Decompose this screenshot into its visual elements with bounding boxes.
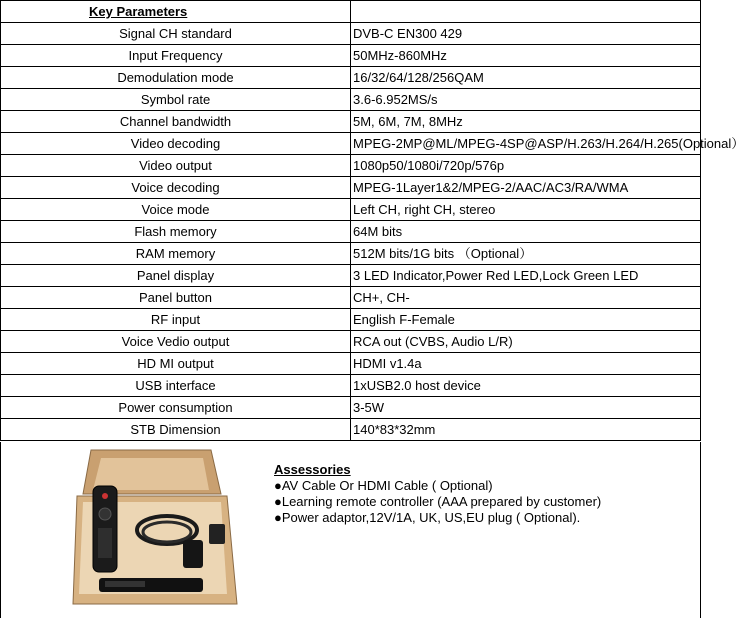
parameter-value: CH+, CH- bbox=[351, 287, 701, 309]
parameter-value: 3-5W bbox=[351, 397, 701, 419]
table-row bbox=[1, 89, 701, 111]
parameter-name: Signal CH standard bbox=[1, 23, 351, 45]
table-row bbox=[1, 45, 701, 67]
table-row bbox=[1, 419, 701, 441]
parameter-value: MPEG-2MP@ML/MPEG-4SP@ASP/H.263/H.264/H.265(Optional） bbox=[351, 133, 701, 155]
table-row bbox=[1, 199, 701, 221]
parameter-name: USB interface bbox=[1, 375, 351, 397]
parameter-value: 50MHz-860MHz bbox=[351, 45, 701, 67]
parameter-name: Symbol rate bbox=[1, 89, 351, 111]
table-row bbox=[1, 177, 701, 199]
accessory-item: ●Learning remote controller (AAA prepared by customer) bbox=[274, 494, 602, 509]
parameter-name: Demodulation mode bbox=[1, 67, 351, 89]
accessories-section bbox=[0, 442, 701, 618]
accessories-title: Assessories bbox=[274, 462, 351, 477]
parameter-value: 1xUSB2.0 host device bbox=[351, 375, 701, 397]
parameter-name: Channel bandwidth bbox=[1, 111, 351, 133]
parameter-value: DVB-C EN300 429 bbox=[351, 23, 701, 45]
table-row bbox=[1, 287, 701, 309]
table-row bbox=[1, 375, 701, 397]
parameter-name: Video output bbox=[1, 155, 351, 177]
accessory-item: ●AV Cable Or HDMI Cable ( Optional) bbox=[274, 478, 493, 493]
parameter-value: 512M bits/1G bits （Optional） bbox=[351, 243, 701, 265]
parameter-name: Power consumption bbox=[1, 397, 351, 419]
parameter-value: MPEG-1Layer1&2/MPEG-2/AAC/AC3/RA/WMA bbox=[351, 177, 701, 199]
parameter-value: 5M, 6M, 7M, 8MHz bbox=[351, 111, 701, 133]
parameter-name: Panel button bbox=[1, 287, 351, 309]
parameter-value: 140*83*32mm bbox=[351, 419, 701, 441]
table-row bbox=[1, 67, 701, 89]
parameter-value: RCA out (CVBS, Audio L/R) bbox=[351, 331, 701, 353]
table-row bbox=[1, 331, 701, 353]
table-row bbox=[1, 353, 701, 375]
parameter-value: 16/32/64/128/256QAM bbox=[351, 67, 701, 89]
parameter-value: 1080p50/1080i/720p/576p bbox=[351, 155, 701, 177]
table-row bbox=[1, 265, 701, 287]
parameter-value: HDMI v1.4a bbox=[351, 353, 701, 375]
parameter-name: RAM memory bbox=[1, 243, 351, 265]
parameter-value: 3.6-6.952MS/s bbox=[351, 89, 701, 111]
parameter-name: HD MI output bbox=[1, 353, 351, 375]
accessory-item: ●Power adaptor,12V/1A, UK, US,EU plug ( Optional). bbox=[274, 510, 581, 525]
parameter-name: Voice Vedio output bbox=[1, 331, 351, 353]
parameter-value: 64M bits bbox=[351, 221, 701, 243]
table-row bbox=[1, 397, 701, 419]
table-row bbox=[1, 243, 701, 265]
table-row bbox=[1, 221, 701, 243]
parameter-name: RF input bbox=[1, 309, 351, 331]
product-box-photo bbox=[71, 444, 241, 616]
parameter-value: Left CH, right CH, stereo bbox=[351, 199, 701, 221]
header-empty-cell bbox=[351, 1, 701, 23]
parameter-name: Voice mode bbox=[1, 199, 351, 221]
parameter-name: Panel display bbox=[1, 265, 351, 287]
parameter-name: Flash memory bbox=[1, 221, 351, 243]
parameter-name: STB Dimension bbox=[1, 419, 351, 441]
table-row bbox=[1, 133, 701, 155]
parameter-name: Voice decoding bbox=[1, 177, 351, 199]
parameter-name: Input Frequency bbox=[1, 45, 351, 67]
parameter-name: Video decoding bbox=[1, 133, 351, 155]
table-header-row bbox=[1, 1, 701, 23]
table-row bbox=[1, 309, 701, 331]
table-row bbox=[1, 23, 701, 45]
accessories-block bbox=[274, 462, 601, 526]
table-title: Key Parameters bbox=[1, 1, 351, 23]
parameter-value: English F-Female bbox=[351, 309, 701, 331]
parameter-value: 3 LED Indicator,Power Red LED,Lock Green LED bbox=[351, 265, 701, 287]
table-row bbox=[1, 155, 701, 177]
table-row bbox=[1, 111, 701, 133]
